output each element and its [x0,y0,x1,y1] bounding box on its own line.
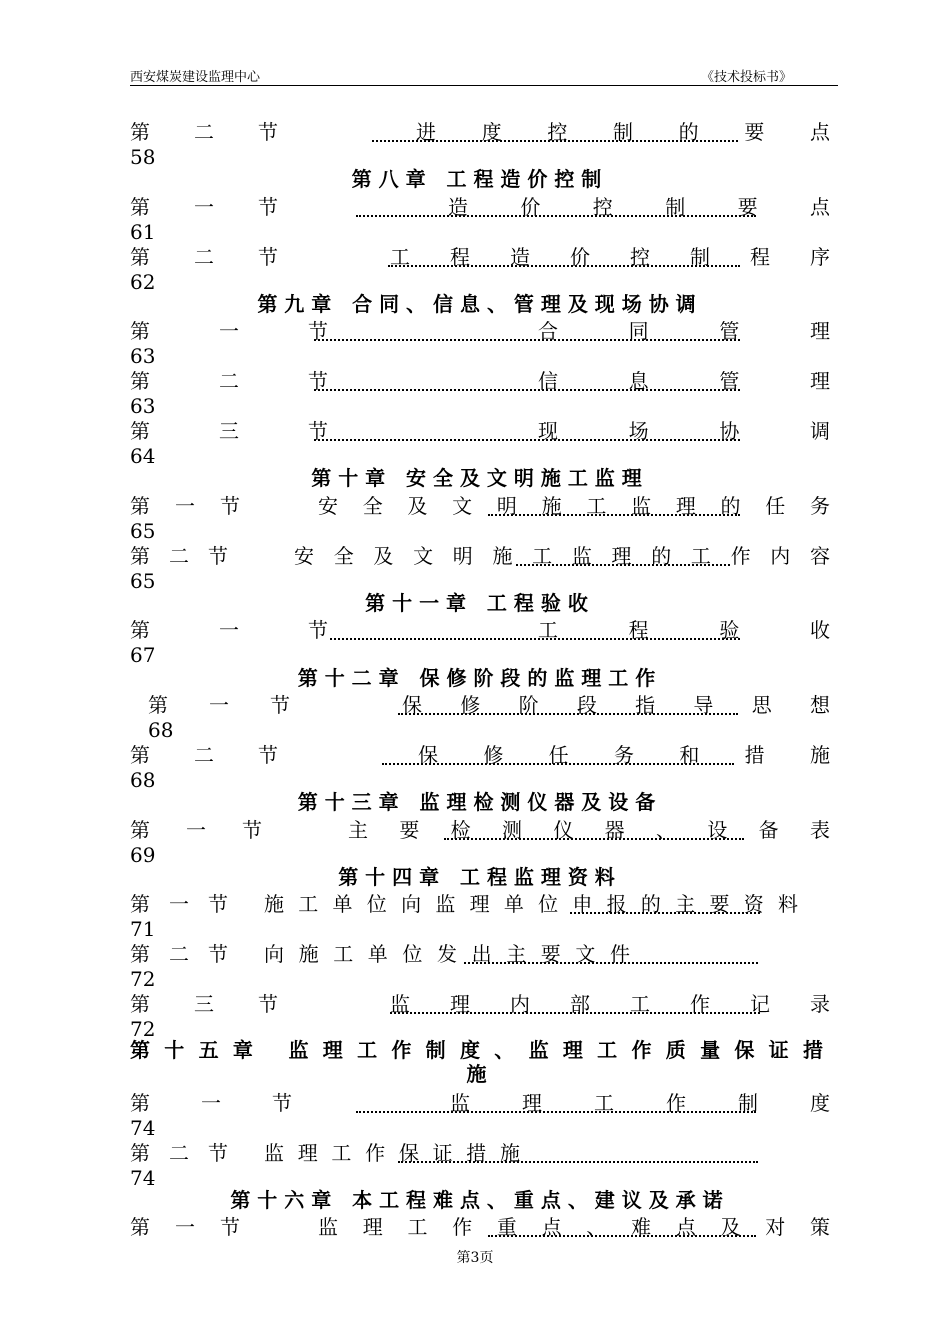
toc-char: 理 [810,369,830,393]
toc-char: 第 [130,245,150,269]
toc-char: 内 [510,992,530,1016]
toc-char: 主 [675,892,696,916]
toc-section-entry[interactable] [130,692,830,718]
toc-char: 务 [614,743,634,767]
toc-char: 监 [631,494,652,518]
toc-char: 主 [506,942,527,966]
toc-char: 节 [208,544,228,568]
toc-char: 向 [264,942,284,966]
leader-dots [444,838,744,840]
toc-char: 点 [675,1215,696,1239]
toc-char: 三 [219,419,239,443]
toc-char: 的 [720,494,741,518]
toc-page-number: 63 [130,394,156,418]
page-number: 第3页 [456,1250,494,1266]
toc-char: 节 [308,618,328,642]
toc-char: 第 [130,743,150,767]
toc-char: 明 [452,544,473,568]
toc-char: 点 [810,120,830,144]
toc-section-entry[interactable] [130,1214,830,1240]
toc-char: 节 [258,195,278,219]
leader-dots [488,1235,756,1237]
toc-char: 第 [130,892,150,916]
page-header-right: 《技术投标书》 [700,70,792,85]
toc-char: 节 [208,1141,228,1165]
toc-char: 容 [810,544,830,568]
toc-char: 文 [413,544,434,568]
toc-char: 监 [450,1091,470,1115]
toc-char: 件 [610,942,630,966]
toc-char: 一 [169,892,189,916]
toc-char: 第 [130,1091,150,1115]
toc-page-number: 68 [148,718,174,742]
toc-char: 控 [547,120,568,144]
toc-char: 二 [194,743,214,767]
toc-char: 节 [208,942,228,966]
toc-page-number: 64 [130,444,156,468]
toc-char: 制 [738,1091,758,1115]
toc-char: 主 [348,818,368,842]
toc-char: 第 [130,120,150,144]
toc-char: 管 [719,369,740,393]
toc-char: 单 [503,892,524,916]
toc-char: 和 [679,743,700,767]
toc-char: 合 [538,319,558,343]
toc-char: 制 [690,245,710,269]
toc-char: 节 [220,494,240,518]
toc-section-entry[interactable] [130,991,830,1017]
toc-char: 工 [532,544,553,568]
toc-char: 理 [297,1141,318,1165]
toc-char: 一 [219,319,239,343]
leader-dots [570,912,760,914]
toc-char: 部 [570,992,590,1016]
toc-char: 保 [418,743,438,767]
leader-dots [330,638,740,640]
toc-section-entry[interactable] [130,891,823,917]
toc-char: 器 [604,818,625,842]
toc-char: 表 [810,818,830,842]
toc-char: 监 [435,892,456,916]
toc-char: 申 [572,892,593,916]
toc-char: 及 [373,544,394,568]
toc-char: 的 [678,120,699,144]
toc-char: 段 [576,693,597,717]
toc-char: 施 [264,892,284,916]
toc-char: 节 [258,992,278,1016]
toc-char: 第 [130,618,150,642]
toc-chapter-title[interactable]: 第 九 章 合 同 、 信 息 、 管 理 及 现 场 协 调 [257,292,696,316]
toc-char: 第 [130,942,150,966]
toc-char: 验 [719,618,740,642]
toc-char: 测 [502,818,522,842]
toc-char: 作 [365,1141,386,1165]
leader-dots [388,265,740,267]
toc-section-entry[interactable] [130,617,830,643]
toc-char: 节 [258,245,278,269]
toc-char: 难 [631,1215,652,1239]
toc-char: 任 [765,494,786,518]
toc-char: 第 [130,1141,150,1165]
toc-section-entry[interactable] [130,941,823,967]
toc-char: 同 [628,319,649,343]
toc-char: 一 [209,693,229,717]
toc-char: 作 [730,544,751,568]
toc-char: 工 [298,892,319,916]
toc-char: 程 [750,245,770,269]
toc-page-number: 71 [130,917,156,941]
toc-page-number: 61 [130,220,156,244]
toc-char: 作 [452,1215,473,1239]
toc-char: 第 [130,992,150,1016]
leader-dots [356,1111,756,1113]
toc-char: 调 [810,419,830,443]
toc-page-number: 62 [130,270,156,294]
toc-char: 管 [719,319,740,343]
toc-char: 度 [481,120,502,144]
toc-char: 向 [401,892,422,916]
toc-char: 保 [402,693,422,717]
toc-char: 现 [538,419,558,443]
toc-section-entry[interactable] [130,318,830,344]
toc-char: 第 [130,818,150,842]
toc-char: 二 [169,942,189,966]
toc-char: 安 [318,494,338,518]
toc-char: 监 [571,544,592,568]
toc-char: 造 [510,245,530,269]
toc-char: 监 [318,1215,338,1239]
toc-char: 想 [810,693,830,717]
toc-char: 阶 [518,693,539,717]
toc-char: 第 [130,369,150,393]
toc-char: 要 [709,892,730,916]
leader-dots [398,713,738,715]
toc-char: 进 [416,120,436,144]
toc-char: 作 [666,1091,686,1115]
toc-page-number: 58 [130,145,156,169]
toc-char: 要 [744,120,765,144]
toc-section-entry[interactable] [130,418,830,444]
toc-section-entry[interactable] [130,244,830,270]
toc-char: 要 [737,195,758,219]
toc-char: 要 [399,818,420,842]
toc-char: 节 [308,369,328,393]
leader-dots [488,514,740,516]
toc-char: 价 [520,195,541,219]
toc-char: 内 [770,544,791,568]
toc-char: 检 [450,818,471,842]
toc-char: 一 [201,1091,221,1115]
toc-char: 理 [450,992,470,1016]
toc-page-number: 68 [130,768,156,792]
toc-chapter-title[interactable]: 第 十 三 章 监 理 检 测 仪 器 及 设 备 [297,790,656,814]
toc-char: 思 [751,693,772,717]
toc-char: 料 [778,892,798,916]
toc-char: 第 [130,419,150,443]
toc-char: 协 [719,419,740,443]
toc-char: 及 [720,1215,741,1239]
toc-char: 的 [651,544,672,568]
toc-char: 位 [538,892,559,916]
toc-page-number: 74 [130,1166,156,1190]
toc-char: 对 [765,1215,786,1239]
toc-char: 点 [810,195,830,219]
toc-section-entry[interactable] [130,194,830,220]
toc-char: 工 [390,245,410,269]
toc-char: 制 [665,195,686,219]
toc-char: 节 [272,1091,292,1115]
toc-char: 第 [130,195,150,219]
toc-char: 二 [169,544,189,568]
toc-char: 序 [810,245,830,269]
toc-char: 理 [611,544,632,568]
toc-char: 位 [402,942,423,966]
toc-section-entry[interactable] [130,1090,830,1116]
toc-char: 指 [635,693,656,717]
toc-char: 点 [541,1215,562,1239]
toc-char: 收 [810,618,830,642]
toc-char: 节 [258,120,278,144]
toc-char: 文 [452,494,473,518]
toc-chapter-title[interactable]: 第 八 章 工 程 造 价 控 制 [351,167,602,191]
toc-char: 、 [656,818,676,842]
toc-char: 造 [448,195,468,219]
toc-char: 监 [264,1141,284,1165]
toc-char: 工 [407,1215,428,1239]
toc-page-number: 72 [130,967,156,991]
toc-char: 工 [333,942,354,966]
toc-char: 节 [220,1215,240,1239]
toc-char: 措 [744,743,765,767]
toc-char: 一 [175,494,195,518]
toc-char: 价 [570,245,590,269]
toc-char: 位 [366,892,387,916]
toc-page-number: 65 [130,519,156,543]
toc-char: 施 [810,743,830,767]
toc-char: 施 [500,1141,520,1165]
toc-char: 场 [628,419,649,443]
toc-section-entry[interactable] [130,543,830,569]
toc-char: 措 [466,1141,487,1165]
toc-char: 节 [258,743,278,767]
toc-char: 第 [130,494,150,518]
toc-char: 工 [690,544,711,568]
leader-dots [356,215,756,217]
toc-char: 控 [630,245,650,269]
toc-char: 第 [130,1215,150,1239]
toc-char: 保 [398,1141,419,1165]
toc-char: 节 [308,319,328,343]
page-header-left: 西安煤炭建设监理中心 [130,70,261,85]
toc-section-entry[interactable] [130,1140,823,1166]
toc-char: 要 [540,942,561,966]
toc-chapter-title[interactable]: 第 十 一 章 工 程 验 收 [365,591,588,615]
toc-char: 全 [333,544,354,568]
toc-chapter-title[interactable]: 第 十 五 章 监 理 工 作 制 度 、 监 理 工 作 质 量 保 证 措 施 [130,1038,823,1086]
toc-char: 记 [750,992,770,1016]
toc-section-entry[interactable] [130,119,830,145]
toc-char: 全 [362,494,383,518]
toc-char: 工 [538,618,558,642]
toc-char: 修 [483,743,504,767]
toc-page-number: 63 [130,344,156,368]
leader-dots [314,339,740,341]
toc-char: 一 [175,1215,195,1239]
toc-page-number: 65 [130,569,156,593]
toc-char: 策 [810,1215,830,1239]
toc-char: 工 [594,1091,614,1115]
toc-char: 作 [690,992,710,1016]
toc-char: 第 [148,693,168,717]
toc-page-number: 69 [130,843,156,867]
toc-char: 制 [613,120,633,144]
toc-char: 工 [586,494,607,518]
toc-char: 修 [460,693,481,717]
toc-char: 节 [308,419,328,443]
toc-section-entry[interactable] [130,817,830,843]
toc-section-entry[interactable] [130,493,830,519]
toc-char: 工 [331,1141,352,1165]
toc-char: 设 [707,818,728,842]
toc-char: 节 [208,892,228,916]
toc-char: 安 [294,544,314,568]
toc-char: 证 [432,1141,453,1165]
toc-char: 理 [469,892,490,916]
toc-char: 施 [298,942,319,966]
toc-section-entry[interactable] [130,742,830,768]
toc-char: 导 [693,693,714,717]
toc-char: 资 [743,892,764,916]
toc-page-number: 74 [130,1116,156,1140]
toc-chapter-title[interactable]: 第 十 二 章 保 修 阶 段 的 监 理 工 作 [297,666,656,690]
toc-char: 文 [575,942,596,966]
toc-char: 节 [270,693,290,717]
leader-dots [314,389,740,391]
toc-char: 任 [548,743,569,767]
toc-char: 二 [219,369,239,393]
toc-char: 理 [362,1215,383,1239]
toc-char: 一 [194,195,214,219]
toc-chapter-title[interactable]: 第 十 六 章 本 工 程 难 点 、 重 点 、 建 议 及 承 诺 [230,1188,723,1212]
toc-char: 三 [194,992,214,1016]
toc-char: 监 [390,992,410,1016]
toc-char: 单 [367,942,388,966]
toc-char: 一 [219,618,239,642]
toc-char: 一 [186,818,206,842]
toc-char: 重 [496,1215,517,1239]
toc-char: 第 [130,319,150,343]
toc-chapter-title[interactable]: 第 十 四 章 工 程 监 理 资 料 [338,865,615,889]
toc-char: 理 [810,319,830,343]
toc-char: 报 [606,892,627,916]
toc-char: 明 [496,494,517,518]
toc-char: 理 [522,1091,542,1115]
toc-char: 录 [810,992,830,1016]
toc-char: 程 [628,618,649,642]
toc-page-number: 72 [130,1017,156,1041]
toc-char: 信 [538,369,558,393]
toc-char: 施 [492,544,513,568]
leader-dots [314,439,740,441]
toc-char: 仪 [553,818,574,842]
toc-chapter-title[interactable]: 第 十 章 安 全 及 文 明 施 工 监 理 [311,466,642,490]
toc-char: 第 [130,544,150,568]
header-rule [130,85,838,86]
toc-char: 出 [471,942,492,966]
toc-char: 务 [810,494,830,518]
toc-char: 二 [169,1141,189,1165]
toc-char: 二 [194,245,214,269]
toc-char: 的 [640,892,661,916]
toc-char: 单 [332,892,353,916]
toc-char: 息 [628,369,649,393]
toc-char: 控 [592,195,613,219]
toc-char: 二 [194,120,214,144]
toc-section-entry[interactable] [130,368,830,394]
toc-page-number: 67 [130,643,156,667]
toc-char: 及 [407,494,428,518]
toc-char: 理 [675,494,696,518]
toc-char: 程 [450,245,470,269]
toc-char: 度 [810,1091,830,1115]
toc-char: 、 [586,1215,607,1239]
toc-char: 备 [758,818,779,842]
toc-char: 工 [630,992,650,1016]
toc-char: 施 [541,494,562,518]
toc-char: 发 [437,942,457,966]
toc-char: 节 [242,818,262,842]
